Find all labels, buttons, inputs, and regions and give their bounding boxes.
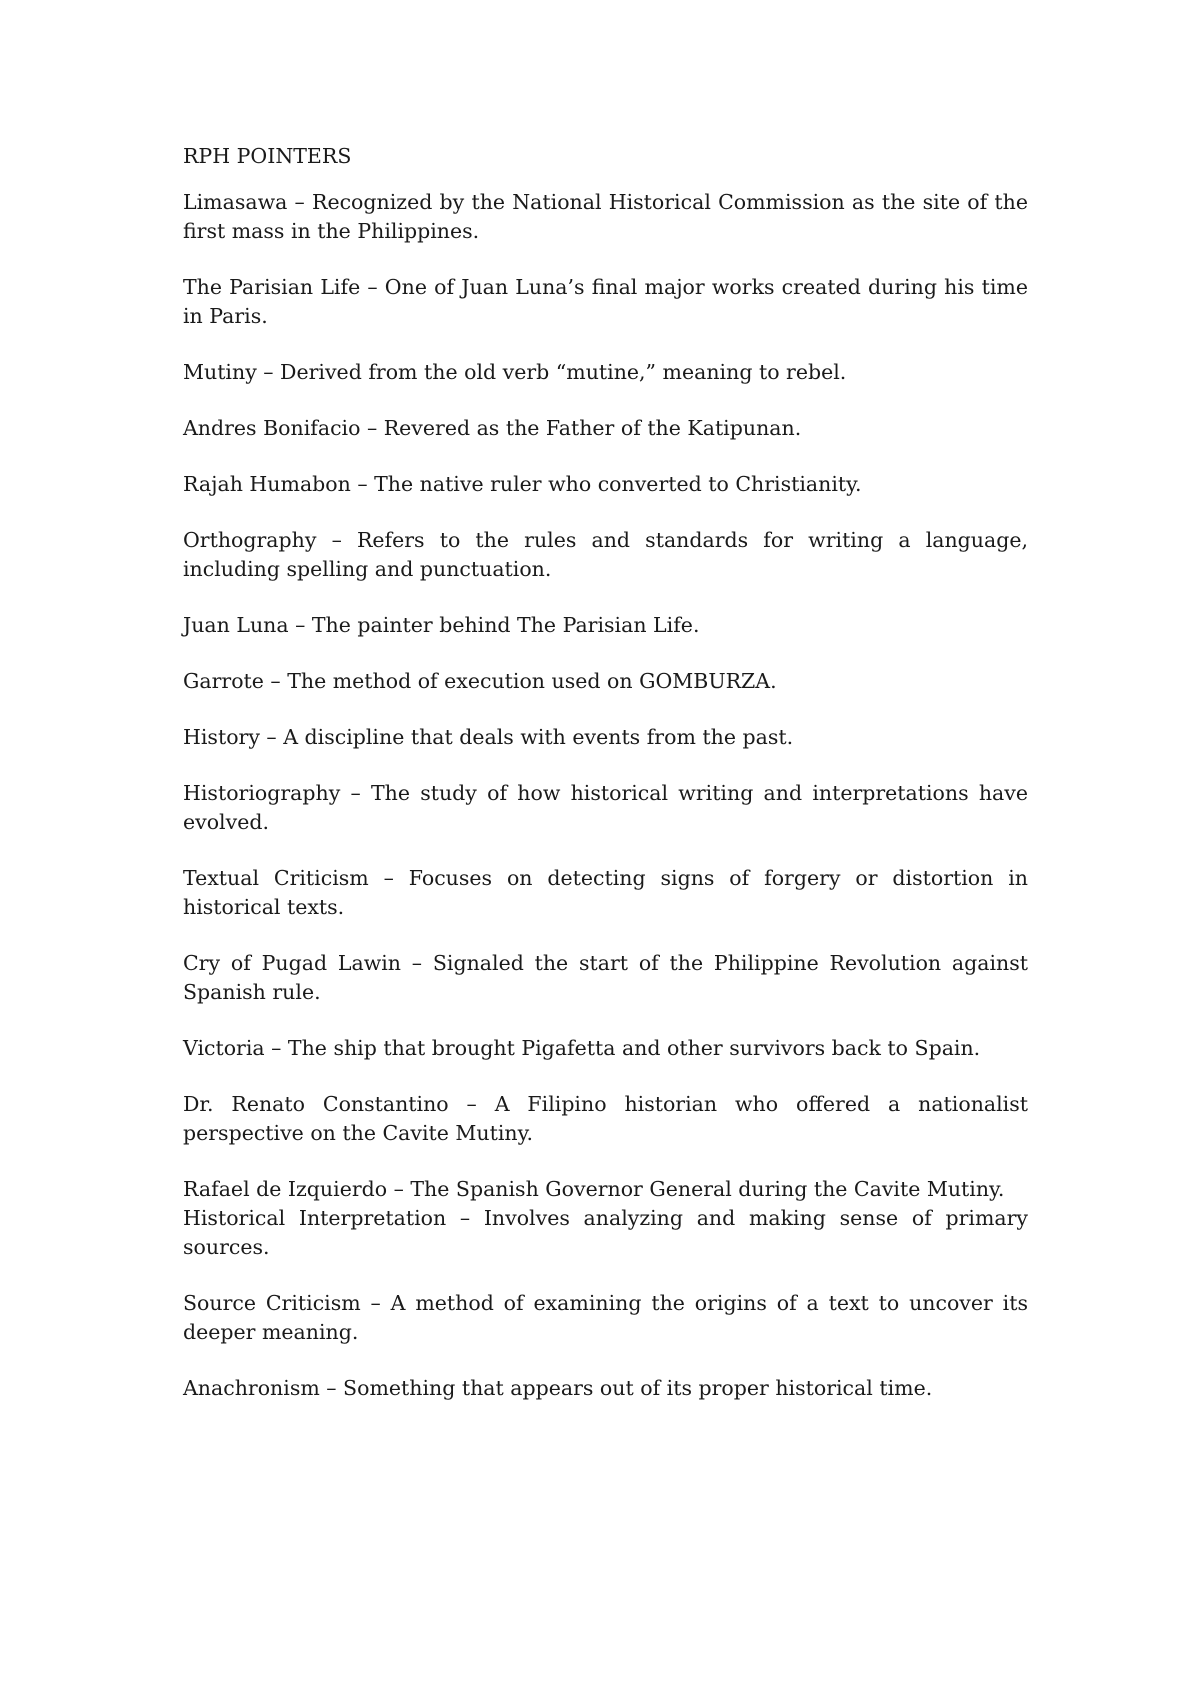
- entry-historical-interpretation: Historical Interpretation – Involves analyzing and making sense of primary sources.: [183, 1206, 1028, 1259]
- entry-anachronism: Anachronism – Something that appears out of its proper historical time.: [183, 1376, 933, 1400]
- entry-parisian-life: The Parisian Life – One of Juan Luna’s final major works created during his time in Paris.: [183, 275, 1028, 328]
- entry-orthography: Orthography – Refers to the rules and standards for writing a language, including spelling and punctuation.: [183, 528, 1028, 581]
- entry-rajah-humabon: Rajah Humabon – The native ruler who converted to Christianity.: [183, 472, 862, 496]
- entry-rafael-de-izquierdo: Rafael de Izquierdo – The Spanish Governor General during the Cavite Mutiny.: [183, 1177, 1005, 1201]
- entry-juan-luna: Juan Luna – The painter behind The Parisian Life.: [183, 613, 700, 637]
- document-title: RPH POINTERS: [183, 144, 352, 168]
- entry-historiography: Historiography – The study of how historical writing and interpretations have evolved.: [183, 781, 1028, 834]
- entry-mutiny: Mutiny – Derived from the old verb “mutine,” meaning to rebel.: [183, 360, 847, 384]
- entry-cry-of-pugad-lawin: Cry of Pugad Lawin – Signaled the start of the Philippine Revolution against Spanish rule.: [183, 951, 1028, 1004]
- entry-limasawa: Limasawa – Recognized by the National Historical Commission as the site of the first mass in the Philippines.: [183, 190, 1028, 243]
- entry-textual-criticism: Textual Criticism – Focuses on detecting signs of forgery or distortion in historical texts.: [183, 866, 1028, 919]
- entry-garrote: Garrote – The method of execution used on GOMBURZA.: [183, 669, 777, 693]
- entry-history: History – A discipline that deals with events from the past.: [183, 725, 794, 749]
- entry-andres-bonifacio: Andres Bonifacio – Revered as the Father of the Katipunan.: [183, 416, 802, 440]
- entry-source-criticism: Source Criticism – A method of examining the origins of a text to uncover its deeper meaning.: [183, 1291, 1028, 1344]
- entry-renato-constantino: Dr. Renato Constantino – A Filipino historian who offered a nationalist perspective on the Cavite Mutiny.: [183, 1092, 1028, 1145]
- document-page: [183, 142, 1028, 1430]
- entry-victoria: Victoria – The ship that brought Pigafetta and other survivors back to Spain.: [183, 1036, 981, 1060]
